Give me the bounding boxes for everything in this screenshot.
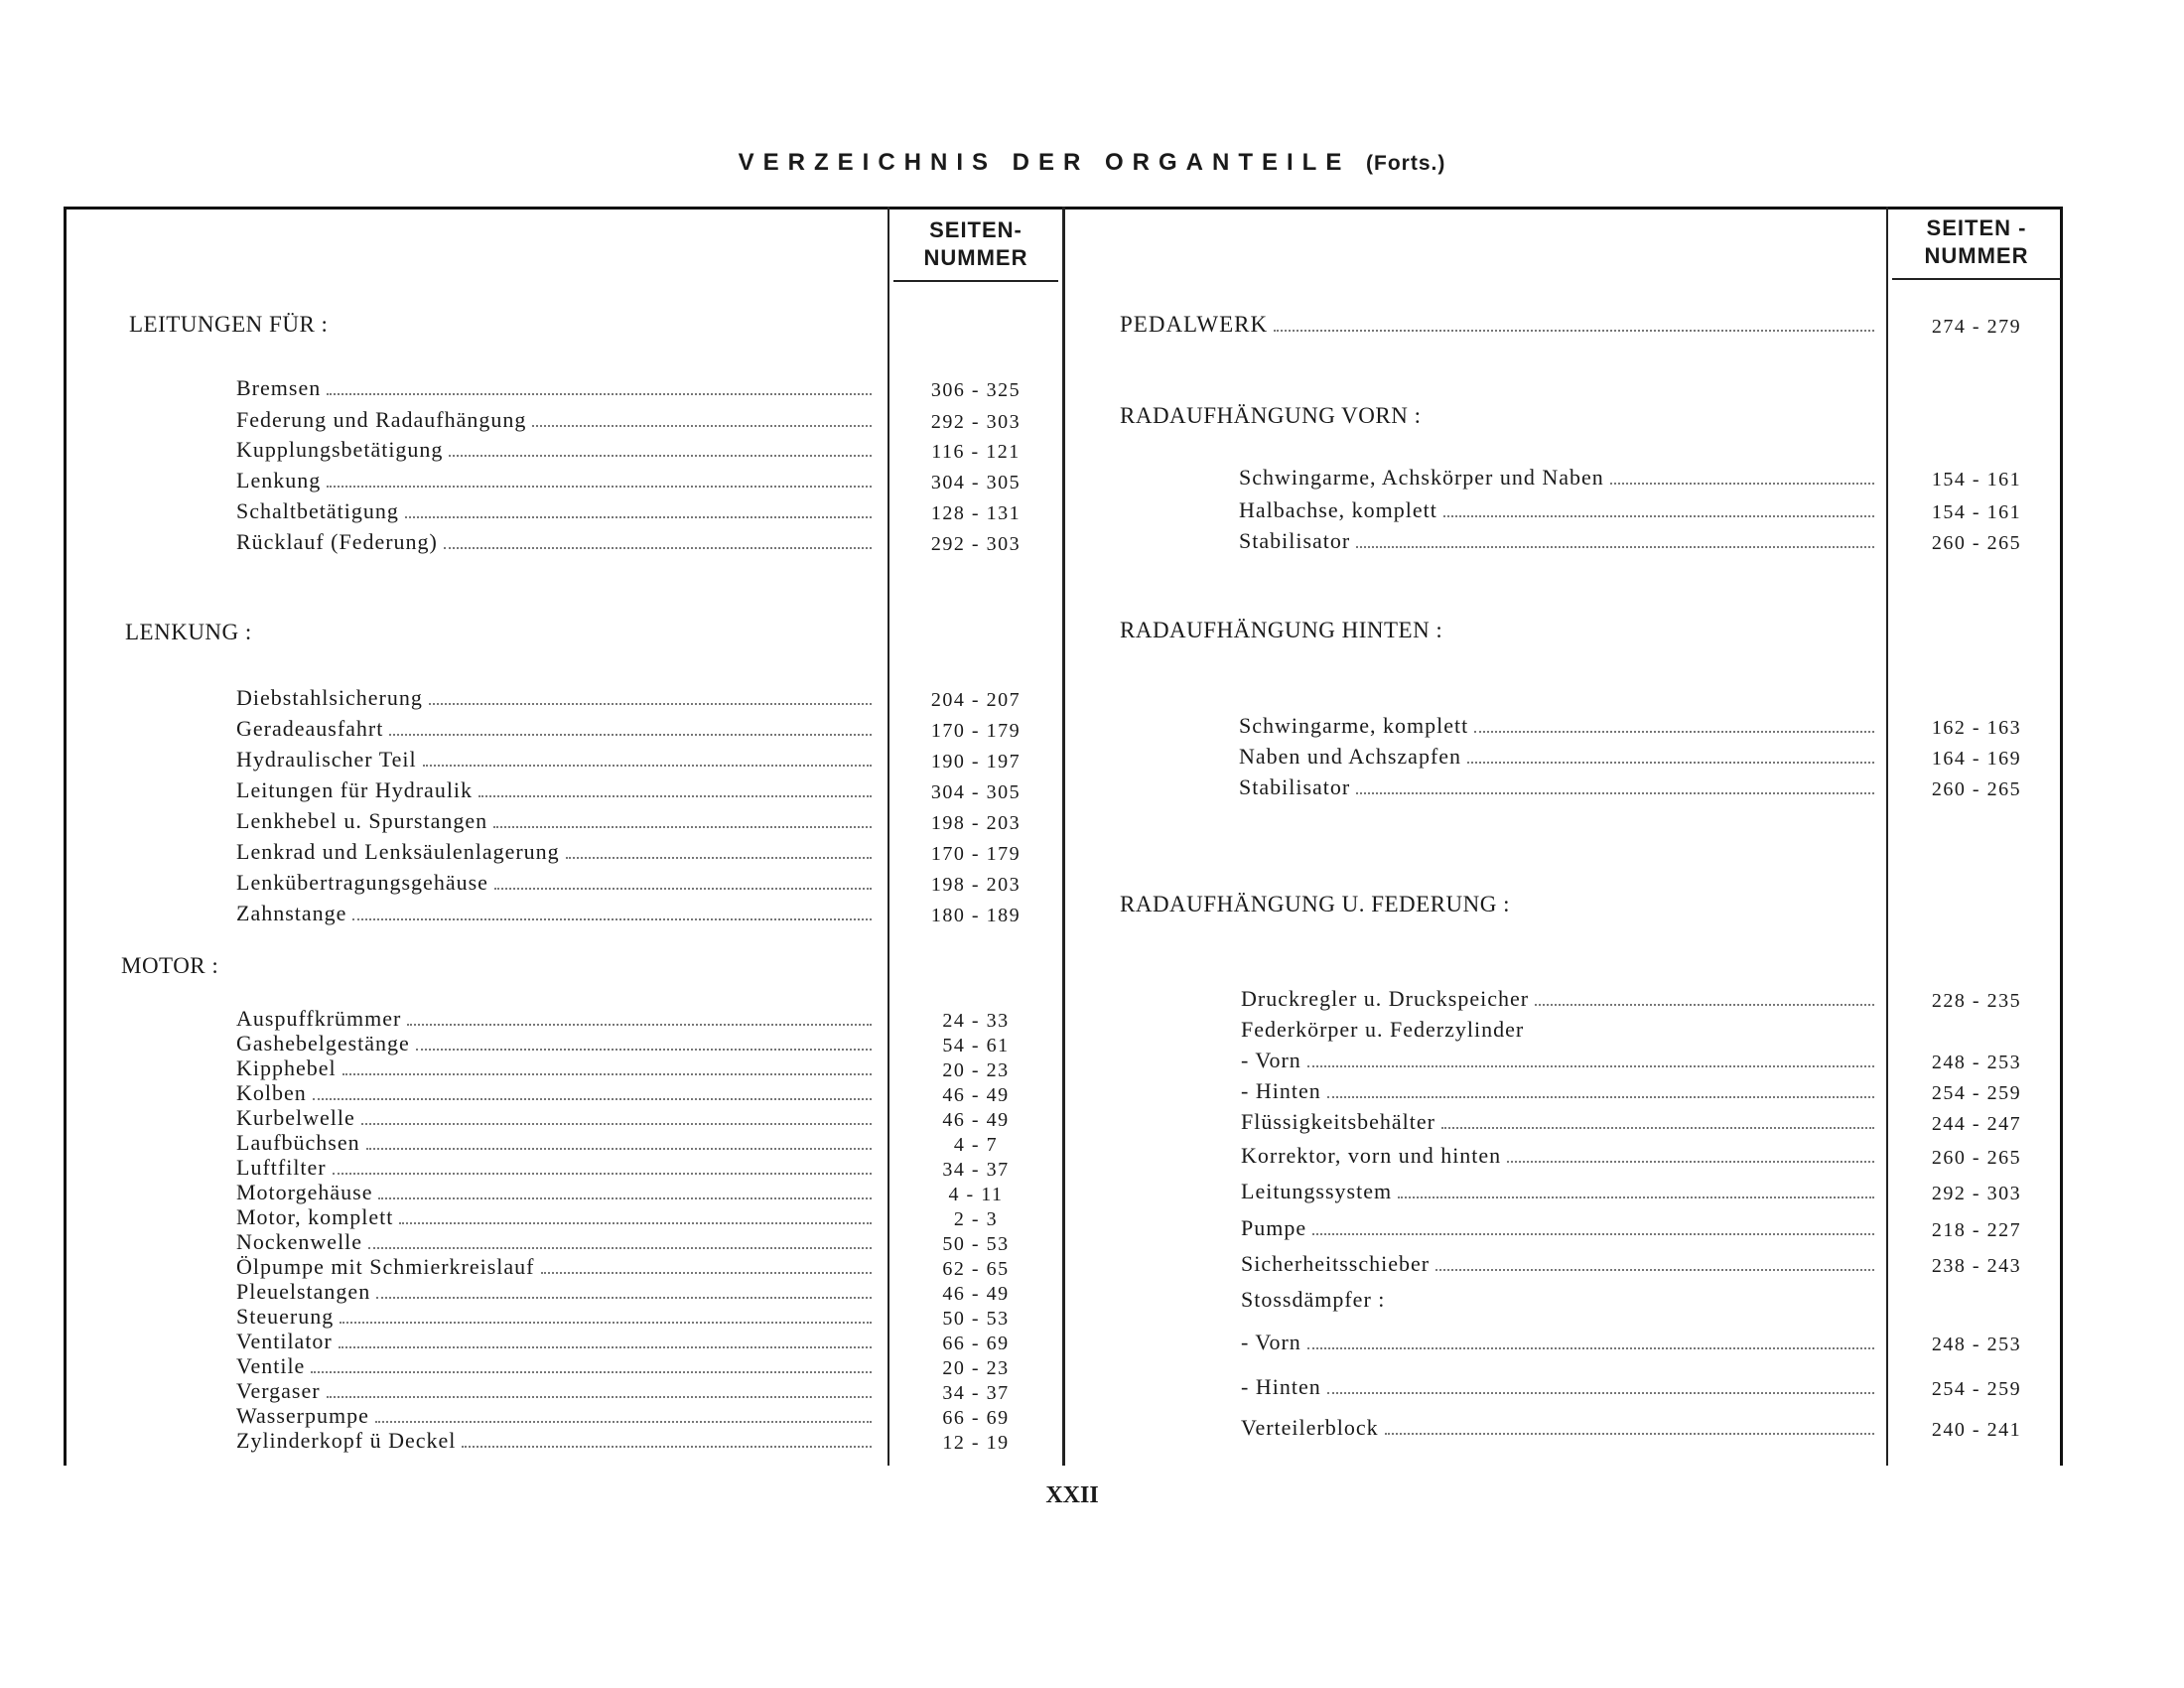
left-entry-pages: 46 - 49 — [942, 1109, 1010, 1131]
dot-leader — [462, 1446, 872, 1448]
left-entry-label: Nockenwelle — [236, 1229, 363, 1254]
right-entry-label: - Vorn — [1241, 1330, 1301, 1354]
left-entry — [236, 839, 872, 865]
left-entry-pages: 170 - 179 — [930, 843, 1022, 865]
dot-leader — [399, 1222, 872, 1224]
left-entry — [236, 437, 872, 463]
left-entry-pages: 2 - 3 — [953, 1208, 999, 1230]
dot-leader — [1398, 1196, 1874, 1198]
right-column-header — [1892, 214, 2061, 270]
right-entry-pages: 260 - 265 — [1931, 778, 2022, 800]
left-entry-label: Lenkung — [236, 468, 322, 492]
right-entry-label: - Vorn — [1241, 1048, 1301, 1072]
left-entry — [236, 1055, 872, 1081]
left-section-heading: LENKUNG : — [125, 620, 252, 644]
dot-leader — [1610, 483, 1874, 485]
left-column-header — [893, 216, 1058, 272]
left-entry-label: Federung und Radaufhängung — [236, 407, 527, 432]
left-entry-label: Lenkhebel u. Spurstangen — [236, 808, 488, 833]
left-entry-pages: 128 - 131 — [930, 502, 1022, 524]
right-entry-pages: 240 - 241 — [1931, 1419, 2022, 1441]
dot-leader — [1327, 1392, 1874, 1394]
right-entry — [1241, 1251, 1874, 1277]
left-entry-label: Laufbüchsen — [236, 1130, 360, 1155]
dot-leader — [444, 547, 872, 549]
dot-leader — [566, 857, 872, 859]
right-entry-label: Druckregler u. Druckspeicher — [1241, 986, 1530, 1011]
dot-leader — [532, 425, 872, 427]
left-entry-label: Zylinderkopf ü Deckel — [236, 1428, 457, 1453]
dot-leader — [375, 1421, 872, 1423]
dot-leader — [1327, 1096, 1874, 1098]
left-entry-label: Kurbelwelle — [236, 1105, 355, 1130]
left-entry-pages: 34 - 37 — [942, 1382, 1010, 1404]
right-entry — [1241, 1287, 1874, 1313]
left-entry-pages: 46 - 49 — [942, 1283, 1010, 1305]
right-section-pages: 274 - 279 — [1931, 316, 2022, 338]
right-entry-pages: 248 - 253 — [1931, 1334, 2022, 1355]
left-column-header-underline — [893, 280, 1058, 282]
left-entry-label: Leitungen für Hydraulik — [236, 777, 474, 802]
left-entry — [236, 468, 872, 493]
left-entry-label: Wasserpumpe — [236, 1403, 369, 1428]
left-entry-pages: 204 - 207 — [930, 689, 1022, 711]
dot-leader — [416, 1049, 872, 1051]
dot-leader — [313, 1098, 872, 1100]
dot-leader — [1467, 762, 1874, 764]
right-entry-label: - Hinten — [1241, 1078, 1321, 1103]
left-entry-label: Vergaser — [236, 1378, 321, 1403]
right-entry-pages: 238 - 243 — [1931, 1255, 2022, 1277]
page-number: XXII — [1045, 1482, 1099, 1508]
right-entry-label: - Hinten — [1241, 1374, 1321, 1399]
right-entry-pages: 260 - 265 — [1931, 1147, 2022, 1169]
left-entry-label: Ventilator — [236, 1329, 333, 1353]
center-divider — [1062, 207, 1065, 1466]
right-entry-label: Pumpe — [1241, 1215, 1307, 1240]
left-entry — [236, 808, 872, 834]
left-entry-pages: 54 - 61 — [942, 1035, 1010, 1056]
left-entry — [236, 1279, 872, 1305]
left-entry-label: Luftfilter — [236, 1155, 327, 1180]
page-title — [0, 149, 2184, 177]
right-entry-label: Flüssigkeitsbehälter — [1241, 1109, 1435, 1134]
right-entry-pages: 254 - 259 — [1931, 1082, 2022, 1104]
left-entry-pages: 198 - 203 — [930, 874, 1022, 896]
left-entry — [236, 1353, 872, 1379]
right-section-heading: RADAUFHÄNGUNG U. FEDERUNG : — [1120, 892, 1511, 916]
right-entry — [1241, 1415, 1874, 1441]
left-entry-label: Zahnstange — [236, 901, 347, 925]
dot-leader — [1474, 731, 1874, 733]
right-entry-label: Stabilisator — [1239, 774, 1351, 799]
dot-leader — [327, 393, 872, 395]
left-entry-pages: 190 - 197 — [930, 751, 1022, 773]
right-entry — [1241, 1048, 1874, 1073]
left-entry — [236, 1329, 872, 1354]
dot-leader — [1307, 1347, 1874, 1349]
page-title-suffix: (Forts.) — [1366, 152, 1446, 175]
right-entry — [1239, 465, 1874, 491]
left-entry-pages: 20 - 23 — [942, 1357, 1010, 1379]
right-entry — [1239, 497, 1874, 523]
dot-leader — [407, 1024, 872, 1026]
dot-leader — [368, 1247, 872, 1249]
left-entry — [236, 1229, 872, 1255]
left-entry-pages: 198 - 203 — [930, 812, 1022, 834]
left-entry — [236, 1155, 872, 1181]
left-entry-label: Lenkübertragungsgehäuse — [236, 870, 488, 895]
dot-leader — [541, 1272, 873, 1274]
right-entry-pages: 162 - 163 — [1931, 717, 2022, 739]
dot-leader — [352, 918, 872, 920]
left-entry-label: Rücklauf (Federung) — [236, 529, 438, 554]
right-column-header-line1: SEITEN - — [1926, 215, 2027, 240]
left-entry — [236, 716, 872, 742]
dot-leader — [1274, 330, 1874, 332]
right-entry-label: Federkörper u. Federzylinder — [1241, 1017, 1525, 1042]
dot-leader — [378, 1197, 872, 1199]
left-entry — [236, 870, 872, 896]
left-column-header-line2: NUMMER — [923, 245, 1028, 270]
left-entry — [236, 1254, 872, 1280]
left-entry — [236, 1304, 872, 1330]
left-entry-label: Ölpumpe mit Schmierkreislauf — [236, 1254, 535, 1279]
dot-leader — [1443, 515, 1874, 517]
right-entry-label: Schwingarme, komplett — [1239, 713, 1469, 738]
right-entry-label: Naben und Achszapfen — [1239, 744, 1462, 769]
left-entry-pages: 180 - 189 — [930, 905, 1022, 926]
dot-leader — [429, 703, 872, 705]
left-entry — [236, 1180, 872, 1205]
left-entry-pages: 4 - 7 — [953, 1134, 999, 1156]
left-entry-label: Geradeausfahrt — [236, 716, 384, 741]
left-entry — [236, 375, 872, 401]
left-entry-pages: 292 - 303 — [930, 533, 1022, 555]
left-entry-label: Kupplungsbetätigung — [236, 437, 444, 462]
right-entry-label: Korrektor, vorn und hinten — [1241, 1143, 1502, 1168]
left-entry-pages: 116 - 121 — [931, 441, 1021, 463]
right-entry-label: Leitungssystem — [1241, 1179, 1393, 1203]
dot-leader — [478, 795, 872, 797]
right-entry-pages: 154 - 161 — [1931, 469, 2022, 491]
right-entry-pages: 260 - 265 — [1931, 532, 2022, 554]
right-entry — [1239, 744, 1874, 770]
right-entry — [1241, 1017, 1874, 1043]
left-entry — [236, 747, 872, 773]
left-entry-pages: 34 - 37 — [942, 1159, 1010, 1181]
left-column-header-line1: SEITEN- — [929, 217, 1023, 242]
left-entry-pages: 66 - 69 — [942, 1407, 1010, 1429]
right-entry — [1241, 1330, 1874, 1355]
left-entry-label: Steuerung — [236, 1304, 335, 1329]
left-entry-label: Ventile — [236, 1353, 306, 1378]
right-entry-label: Stabilisator — [1239, 528, 1351, 553]
left-entry-pages: 20 - 23 — [942, 1059, 1010, 1081]
dot-leader — [366, 1148, 872, 1150]
right-entry-label: Stossdämpfer : — [1241, 1287, 1386, 1312]
right-entry — [1239, 528, 1874, 554]
right-entry-label: Verteilerblock — [1241, 1415, 1379, 1440]
left-entry-label: Diebstahlsicherung — [236, 685, 423, 710]
left-entry-pages: 306 - 325 — [930, 379, 1022, 401]
frame-left-rule — [64, 207, 67, 1466]
left-entry-pages: 24 - 33 — [942, 1010, 1010, 1032]
dot-leader — [1307, 1065, 1874, 1067]
left-entry-label: Pleuelstangen — [236, 1279, 371, 1304]
dot-leader — [1435, 1269, 1874, 1271]
left-entry — [236, 1006, 872, 1032]
right-entry-pages: 292 - 303 — [1931, 1183, 2022, 1204]
right-entry-pages: 248 - 253 — [1931, 1052, 2022, 1073]
left-entry — [236, 407, 872, 433]
dot-leader — [327, 486, 872, 488]
right-entry-pages: 228 - 235 — [1931, 990, 2022, 1012]
right-column-header-line2: NUMMER — [1924, 243, 2029, 268]
left-entry — [236, 529, 872, 555]
right-entry — [1239, 774, 1874, 800]
left-entry-label: Kipphebel — [236, 1055, 337, 1080]
left-entry — [236, 1204, 872, 1230]
right-column-header-underline — [1892, 278, 2061, 280]
right-entry-pages: 164 - 169 — [1931, 748, 2022, 770]
right-entry — [1241, 1078, 1874, 1104]
right-entry — [1241, 986, 1874, 1012]
right-entry — [1241, 1143, 1874, 1169]
dot-leader — [1385, 1433, 1874, 1435]
dot-leader — [361, 1123, 872, 1125]
right-entry-pages: 154 - 161 — [1931, 501, 2022, 523]
right-entry — [1241, 1215, 1874, 1241]
left-entry — [236, 1105, 872, 1131]
right-entry — [1241, 1374, 1874, 1400]
dot-leader — [423, 765, 872, 767]
left-entry-label: Lenkrad und Lenksäulenlagerung — [236, 839, 560, 864]
left-entry — [236, 777, 872, 803]
left-entry-label: Kolben — [236, 1080, 307, 1105]
right-section-label: PEDALWERK — [1120, 312, 1269, 337]
right-entry — [1241, 1179, 1874, 1204]
dot-leader — [339, 1346, 872, 1348]
dot-leader — [1312, 1233, 1874, 1235]
left-entry-pages: 304 - 305 — [930, 781, 1022, 803]
right-section-heading: RADAUFHÄNGUNG VORN : — [1120, 403, 1422, 428]
left-entry-pages: 304 - 305 — [930, 472, 1022, 493]
left-page-column-divider — [887, 207, 889, 1466]
right-entry-label: Halbachse, komplett — [1239, 497, 1437, 522]
left-entry-pages: 4 - 11 — [948, 1184, 1004, 1205]
left-entry — [236, 1130, 872, 1156]
dot-leader — [311, 1371, 872, 1373]
left-entry-pages: 46 - 49 — [942, 1084, 1010, 1106]
left-entry — [236, 1403, 872, 1429]
dot-leader — [389, 734, 872, 736]
left-entry-pages: 50 - 53 — [942, 1233, 1010, 1255]
dot-leader — [1507, 1161, 1874, 1163]
left-entry-pages: 62 - 65 — [942, 1258, 1010, 1280]
right-entry-pages: 244 - 247 — [1931, 1113, 2022, 1135]
right-section-pedalwerk — [1120, 312, 1874, 338]
left-entry — [236, 1080, 872, 1106]
left-entry — [236, 901, 872, 926]
left-entry — [236, 1378, 872, 1404]
left-entry-label: Gashebelgestänge — [236, 1031, 410, 1055]
left-section-heading: LEITUNGEN FÜR : — [129, 312, 329, 337]
left-entry — [236, 498, 872, 524]
right-entry-label: Sicherheitsschieber — [1241, 1251, 1431, 1276]
page-title-text: VERZEICHNIS DER ORGANTEILE — [738, 149, 1351, 176]
dot-leader — [1535, 1004, 1874, 1006]
dot-leader — [405, 516, 872, 518]
dot-leader — [493, 826, 872, 828]
left-entry-pages: 170 - 179 — [930, 720, 1022, 742]
left-entry-label: Motorgehäuse — [236, 1180, 373, 1204]
right-entry-label: Schwingarme, Achskörper und Naben — [1239, 465, 1604, 490]
left-entry-label: Auspuffkrümmer — [236, 1006, 402, 1031]
dot-leader — [449, 455, 872, 457]
right-page-column-divider — [1886, 207, 1888, 1466]
right-entry-pages: 218 - 227 — [1931, 1219, 2022, 1241]
dot-leader — [1356, 546, 1874, 548]
right-section-heading: RADAUFHÄNGUNG HINTEN : — [1120, 618, 1443, 642]
left-entry-label: Motor, komplett — [236, 1204, 394, 1229]
dot-leader — [376, 1297, 872, 1299]
left-entry-pages: 66 - 69 — [942, 1333, 1010, 1354]
left-section-heading: MOTOR : — [121, 953, 219, 978]
dot-leader — [494, 888, 872, 890]
dot-leader — [333, 1173, 872, 1175]
left-entry-pages: 292 - 303 — [930, 411, 1022, 433]
left-entry — [236, 1031, 872, 1056]
dot-leader — [1441, 1127, 1874, 1129]
right-entry — [1239, 713, 1874, 739]
left-entry — [236, 1428, 872, 1454]
dot-leader — [327, 1396, 872, 1398]
right-entry — [1241, 1109, 1874, 1135]
left-entry-pages: 12 - 19 — [942, 1432, 1010, 1454]
left-entry-label: Bremsen — [236, 375, 322, 400]
left-entry-pages: 50 - 53 — [942, 1308, 1010, 1330]
right-entry-pages: 254 - 259 — [1931, 1378, 2022, 1400]
left-entry-label: Schaltbetätigung — [236, 498, 399, 523]
dot-leader — [342, 1073, 872, 1075]
left-entry-label: Hydraulischer Teil — [236, 747, 417, 772]
dot-leader — [1356, 792, 1874, 794]
dot-leader — [340, 1322, 872, 1324]
left-entry — [236, 685, 872, 711]
